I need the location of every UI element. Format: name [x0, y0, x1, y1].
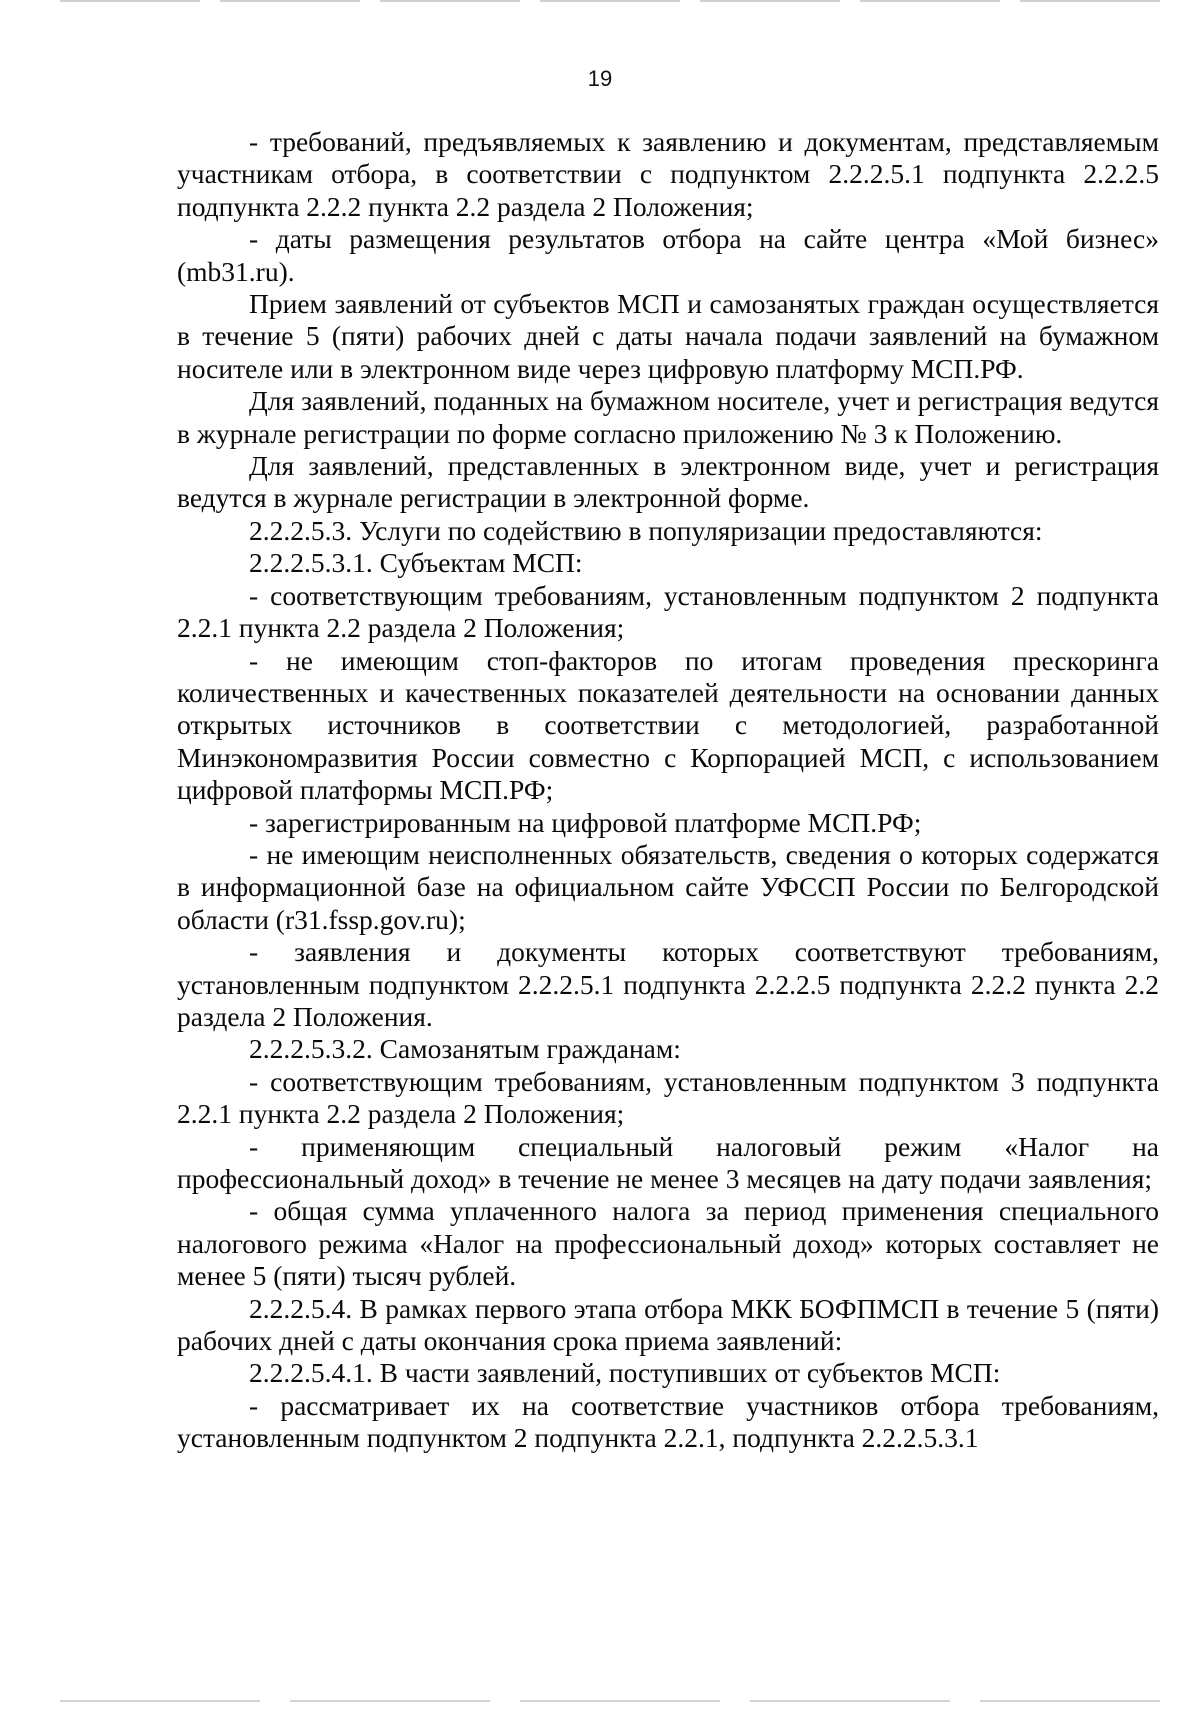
paragraph-msp-no-stop-factors: - не имеющим стоп-факторов по итогам проведения прескоринга количественных и качественных показателей деятельности на основании данных открытых источников в соответствии с методологией, разработанной Минэкономразвития России совместно с Корпорацией МСП, с использованием цифровой платформы МСП.РФ; [177, 644, 1159, 806]
paragraph-application-intake: Прием заявлений от субъектов МСП и самозанятых граждан осуществляется в течение 5 (пяти) рабочих дней с даты начала подачи заявлений на бумажном носителе или в электронном виде через цифровую платформу МСП.РФ. [177, 288, 1159, 384]
paragraph-msp-documents: - заявления и документы которых соответствуют требованиям, установленным подпунктом 2.2.2.5.1 подпункта 2.2.2.5 подпункта 2.2.2 пункта 2.2 раздела 2 Положения. [177, 936, 1159, 1032]
scan-edge-top [60, 0, 1160, 2]
paragraph-electronic-registration: Для заявлений, представленных в электронном виде, учет и регистрация ведутся в журнале регистрации в электронной форме. [177, 450, 1159, 514]
paragraph-msp-requirements: - соответствующим требованиям, установленным подпунктом 2 подпункта 2.2.1 пункта 2.2 раздела 2 Положения; [177, 579, 1159, 644]
document-body [177, 126, 1159, 1455]
paragraph-paper-registration: Для заявлений, поданных на бумажном носителе, учет и регистрация ведутся в журнале регистрации по форме согласно приложению № 3 к Положению. [177, 385, 1159, 449]
paragraph-msp-no-obligations: - не имеющим неисполненных обязательств, сведения о которых содержатся в информационной базе на официальном сайте УФССП России по Белгородской области (r31.fssp.gov.ru); [177, 838, 1159, 935]
paragraph-msp-registered: - зарегистрированным на цифровой платформе МСП.РФ; [249, 806, 922, 838]
paragraph-section-2-2-2-5-4-1: 2.2.2.5.4.1. В части заявлений, поступивших от субъектов МСП: [249, 1357, 1001, 1389]
paragraph-section-2-2-2-5-4: 2.2.2.5.4. В рамках первого этапа отбора МКК БОФПМСП в течение 5 (пяти) рабочих дней с даты окончания срока приема заявлений: [177, 1292, 1159, 1357]
paragraph-requirements-item: - требований, предъявляемых к заявлению и документам, представляемым участникам отбора, в соответствии с подпунктом 2.2.2.5.1 подпункта 2.2.2.5 подпункта 2.2.2 пункта 2.2 раздела 2 Положения; [177, 126, 1159, 222]
paragraph-self-employed-requirements: - соответствующим требованиям, установленным подпунктом 3 подпункта 2.2.1 пункта 2.2 раздела 2 Положения; [177, 1065, 1159, 1130]
paragraph-section-2-2-2-5-3-1: 2.2.2.5.3.1. Субъектам МСП: [249, 547, 583, 579]
paragraph-results-date-item: - даты размещения результатов отбора на сайте центра «Мой бизнес» (mb31.ru). [177, 223, 1159, 287]
paragraph-section-2-2-2-5-3: 2.2.2.5.3. Услуги по содействию в популяризации предоставляются: [249, 514, 1043, 546]
scan-edge-bottom [60, 1700, 1160, 1702]
page-number: 19 [587, 66, 613, 91]
paragraph-section-2-2-2-5-3-2: 2.2.2.5.3.2. Самозанятым гражданам: [249, 1033, 681, 1065]
paragraph-self-employed-tax-sum: - общая сумма уплаченного налога за период применения специального налогового режима «Налог на профессиональный доход» которых составляет не менее 5 (пяти) тысяч рублей. [177, 1195, 1159, 1292]
paragraph-review-conformity: - рассматривает их на соответствие участников отбора требованиям, установленным подпунктом 2 подпункта 2.2.1, подпункта 2.2.2.5.3.1 [177, 1389, 1159, 1454]
paragraph-self-employed-tax-regime: - применяющим специальный налоговый режим «Налог на профессиональный доход» в течение не менее 3 месяцев на дату подачи заявления; [177, 1130, 1159, 1194]
